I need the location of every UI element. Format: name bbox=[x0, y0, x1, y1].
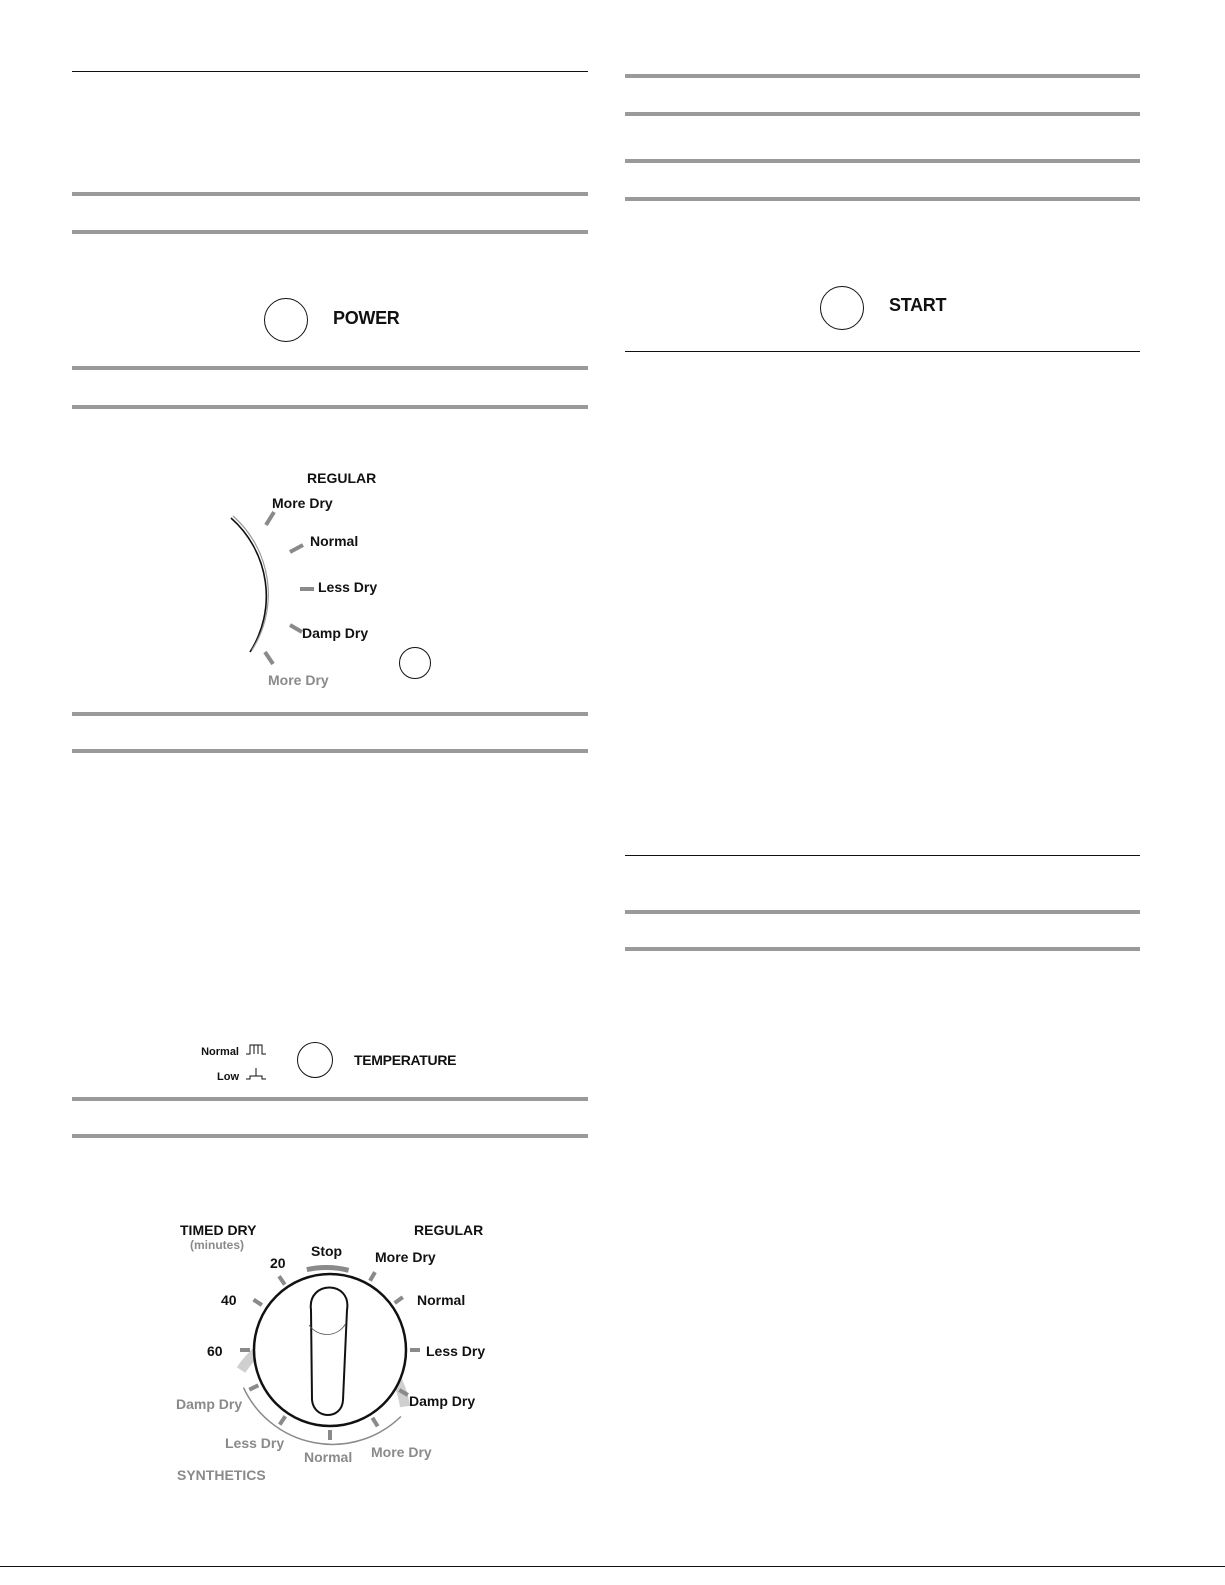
section-divider bbox=[625, 351, 1140, 352]
dial-tick bbox=[395, 1297, 403, 1303]
section-divider bbox=[625, 197, 1140, 201]
timed-dry-unit: (minutes) bbox=[190, 1238, 244, 1252]
dryness-setting-label: Normal bbox=[310, 533, 359, 549]
section-divider bbox=[625, 74, 1140, 78]
dial-tick bbox=[372, 1418, 377, 1427]
synthetics-title: SYNTHETICS bbox=[177, 1467, 266, 1483]
dial-tick bbox=[249, 1385, 258, 1389]
dryness-setting-label: More Dry bbox=[272, 495, 333, 511]
dryness-setting-label: Damp Dry bbox=[302, 625, 369, 641]
regular-setting-label: More Dry bbox=[375, 1249, 436, 1265]
dial-tick bbox=[279, 1276, 285, 1284]
synthetics-setting-label: Damp Dry bbox=[176, 1396, 243, 1412]
regular-dial-title: REGULAR bbox=[307, 470, 377, 486]
timed-dry-minutes-label: 20 bbox=[270, 1255, 286, 1271]
dryness-setting-label: Less Dry bbox=[318, 579, 378, 595]
dial-tick bbox=[254, 1300, 262, 1306]
start-label: START bbox=[889, 295, 947, 315]
regular-setting-label: Damp Dry bbox=[409, 1393, 476, 1409]
cycle-selector-dial bbox=[0, 0, 600, 1500]
temperature-option-label: Low bbox=[217, 1071, 239, 1083]
cycle-regular-title: REGULAR bbox=[414, 1222, 484, 1238]
dial-tick bbox=[370, 1272, 375, 1281]
temperature-option-label: Normal bbox=[201, 1046, 239, 1058]
section-divider bbox=[625, 947, 1140, 951]
stop-marker bbox=[307, 1268, 349, 1271]
knob-pointer bbox=[311, 1288, 348, 1416]
stop-label: Stop bbox=[311, 1243, 343, 1259]
start-button[interactable] bbox=[820, 286, 864, 330]
section-divider bbox=[625, 855, 1140, 856]
regular-setting-label: Less Dry bbox=[426, 1343, 486, 1359]
timed-dry-title: TIMED DRY bbox=[180, 1222, 257, 1238]
temperature-label: TEMPERATURE bbox=[354, 1052, 457, 1068]
synthetics-setting-label: Less Dry bbox=[225, 1435, 285, 1451]
regular-setting-label: Normal bbox=[417, 1292, 466, 1308]
synthetics-setting-label: Normal bbox=[304, 1449, 353, 1465]
power-label: POWER bbox=[333, 308, 400, 328]
timed-dry-minutes-label: 40 bbox=[221, 1292, 237, 1308]
dryness-setting-label-faded: More Dry bbox=[268, 672, 329, 688]
section-divider bbox=[625, 910, 1140, 914]
section-divider bbox=[625, 159, 1140, 163]
timed-dry-minutes-label: 60 bbox=[207, 1343, 223, 1359]
section-divider bbox=[625, 112, 1140, 116]
synthetics-setting-label: More Dry bbox=[371, 1444, 432, 1460]
page-bottom-rule bbox=[0, 1566, 1225, 1567]
dial-tick bbox=[280, 1416, 286, 1424]
